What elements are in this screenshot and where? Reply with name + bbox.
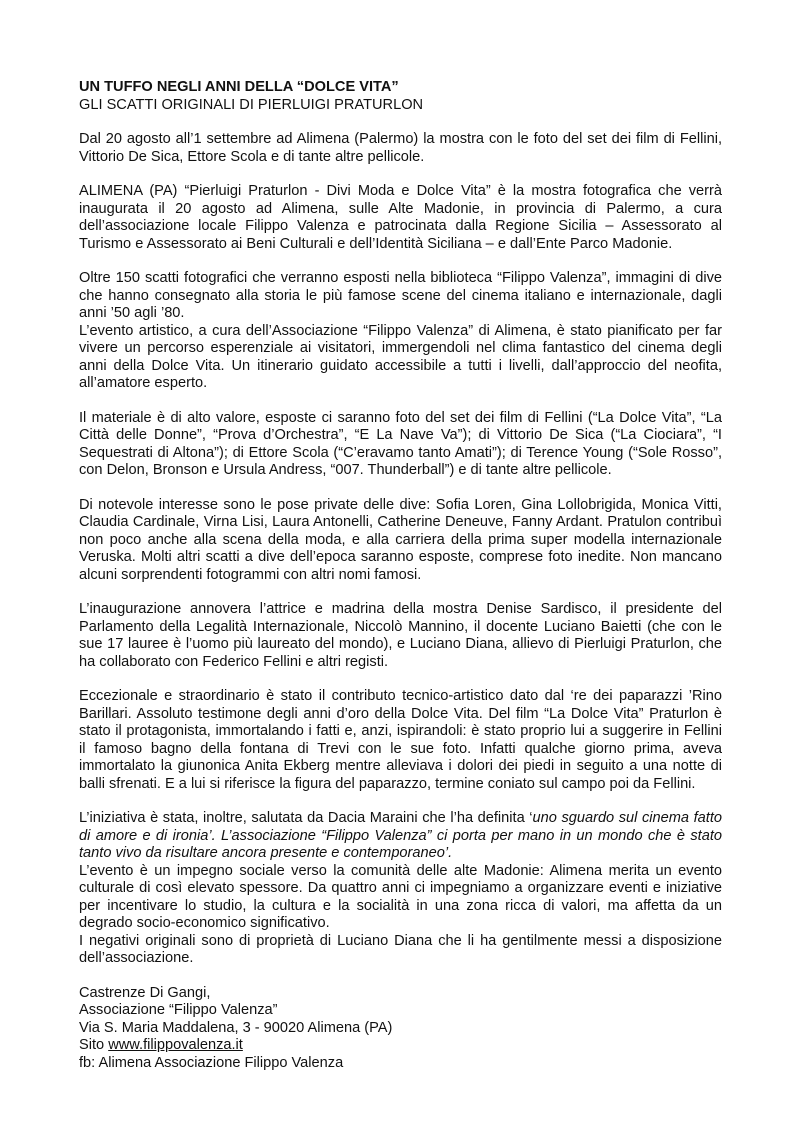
maraini-intro: L’iniziativa è stata, inoltre, salutata da Dacia Maraini che l’ha definita ‘ — [79, 810, 533, 826]
signature-org: Associazione “Filippo Valenza” — [79, 1002, 278, 1018]
paragraph-event: L’evento artistico, a cura dell’Associazione “Filippo Valenza” di Alimena, è stato pianificato per far vivere un percorso esperenziale ai visitatori, immergendoli nel clima fantastico del cinema degli anni della Dolce Vita. Un itinerario guidato accessibile a tutti i livelli, dall’approccio del neofita, all’amatore esperto. — [79, 322, 722, 391]
site-label: Sito — [79, 1037, 109, 1053]
paragraph-barillari: Eccezionale e straordinario è stato il contributo tecnico-artistico dato dal ‘re dei paparazzi ’Rino Barillari. Assoluto testimone degli anni d’oro della Dolce Vita. Del film “La Dolce Vita” Praturlon è stato il protagonista, immortalando i fatti e, anzi, ispirandoli: è stato proprio lui a suggerire in Fellini il famoso bagno della fontana di Trevi con le sue foto. Infatti qualche giorno prima, aveva immortalato la giunonica Anita Ekberg mentre alleviava i dolori dei piedi in seguito a una notte di balli sfrenati. E a lui si riferisce la figura del paparazzo, termine coniato sul campo poi da Fellini. — [79, 688, 722, 792]
paragraph-negatives: I negativi originali sono di proprietà di Luciano Diana che li ha gentilmente messi a disposizione dell’associazione. — [79, 932, 722, 966]
website-link[interactable]: www.filippovalenza.it — [108, 1037, 243, 1053]
maraini-quote: uno sguardo sul cinema fatto di amore e di ironia’. L’associazione “Filippo Valenza” ci porta per mano in un mondo che è stato tanto vivo da risultare ancora presente e contemporaneo’. — [79, 810, 722, 861]
lead-paragraph: Dal 20 agosto all’1 settembre ad Alimena (Palermo) la mostra con le foto del set dei film di Fellini, Vittorio De Sica, Ettore Scola e di tante altre pellicole. — [79, 131, 722, 165]
paragraph-social: L’evento è un impegno sociale verso la comunità delle alte Madonie: Alimena merita un evento culturale di così elevato spessore. Da quattro anni ci impegniamo a organizzare eventi e iniziative per incentivare lo studio, la cultura e la socialità in una zona ricca di valori, ma affetta da un degrado socio-economico significativo. — [79, 862, 722, 931]
paragraph-inauguration: L’inaugurazione annovera l’attrice e madrina della mostra Denise Sardisco, il presidente del Parlamento della Legalità Internazionale, Niccolò Mannino, il docente Luciano Baietti (che con le sue 17 lauree è l’uomo più laureato del mondo), e Luciano Diana, allievo di Pierluigi Praturlon, che ha collaborato con Federico Fellini e altri registi. — [79, 601, 722, 670]
signature-site — [79, 1037, 722, 1055]
paragraph-intro: ALIMENA (PA) “Pierluigi Praturlon - Divi Moda e Dolce Vita” è la mostra fotografica che verrà inaugurata il 20 agosto ad Alimena, sulle Alte Madonie, in provincia di Palermo, a cura dell’associazione locale Filippo Valenza e patrocinata dalla Regione Sicilia – Assessorato al Turismo e Assessorato ai Beni Culturali e dell’Identità Siciliana – e dall’Ente Parco Madonie. — [79, 183, 722, 252]
signature-name: Castrenze Di Gangi, — [79, 984, 211, 1001]
article-title: UN TUFFO NEGLI ANNI DELLA “DOLCE VITA” — [79, 79, 399, 95]
paragraph-photos: Oltre 150 scatti fotografici che verranno esposti nella biblioteca “Filippo Valenza”, immagini di dive che hanno consegnato alla storia le più famose scene del cinema italiano e internazionale, dagli anni ’50 agli ’80. — [79, 270, 722, 321]
paragraph-maraini — [79, 810, 722, 863]
article-subtitle: GLI SCATTI ORIGINALI DI PIERLUIGI PRATURLON — [79, 96, 424, 113]
signature-block — [79, 985, 722, 1073]
document-page — [79, 79, 722, 1072]
signature-address: Via S. Maria Maddalena, 3 - 90020 Alimena (PA) — [79, 1019, 393, 1036]
paragraph-divas: Di notevole interesse sono le pose private delle dive: Sofia Loren, Gina Lollobrigida, Monica Vitti, Claudia Cardinale, Virna Lisi, Laura Antonelli, Catherine Deneuve, Fanny Ardant. Pratulon contribuì non poco anche alla scena della moda, e alla carriera della prima super modella internazionale Veruska. Molti altri scatti a dive dell’epoca saranno esposte, comprese foto inedite. Non mancano alcuni sorprendenti fotogrammi con altri nomi famosi. — [79, 496, 722, 583]
signature-facebook: fb: Alimena Associazione Filippo Valenza — [79, 1054, 344, 1071]
paragraph-films: Il materiale è di alto valore, esposte ci saranno foto del set dei film di Fellini (“La Dolce Vita”, “La Città delle Donne”, “Prova d’Orchestra”, “E La Nave Va”); di Vittorio De Sica (“La Ciociara”, “I Sequestrati di Altona”); di Ettore Scola (“C’eravamo tanto Amati”); di Terence Young (“Sole Rosso”, con Delon, Bronson e Ursula Andress, “007. Thunderball”) e di tante altre pellicole. — [79, 409, 722, 478]
